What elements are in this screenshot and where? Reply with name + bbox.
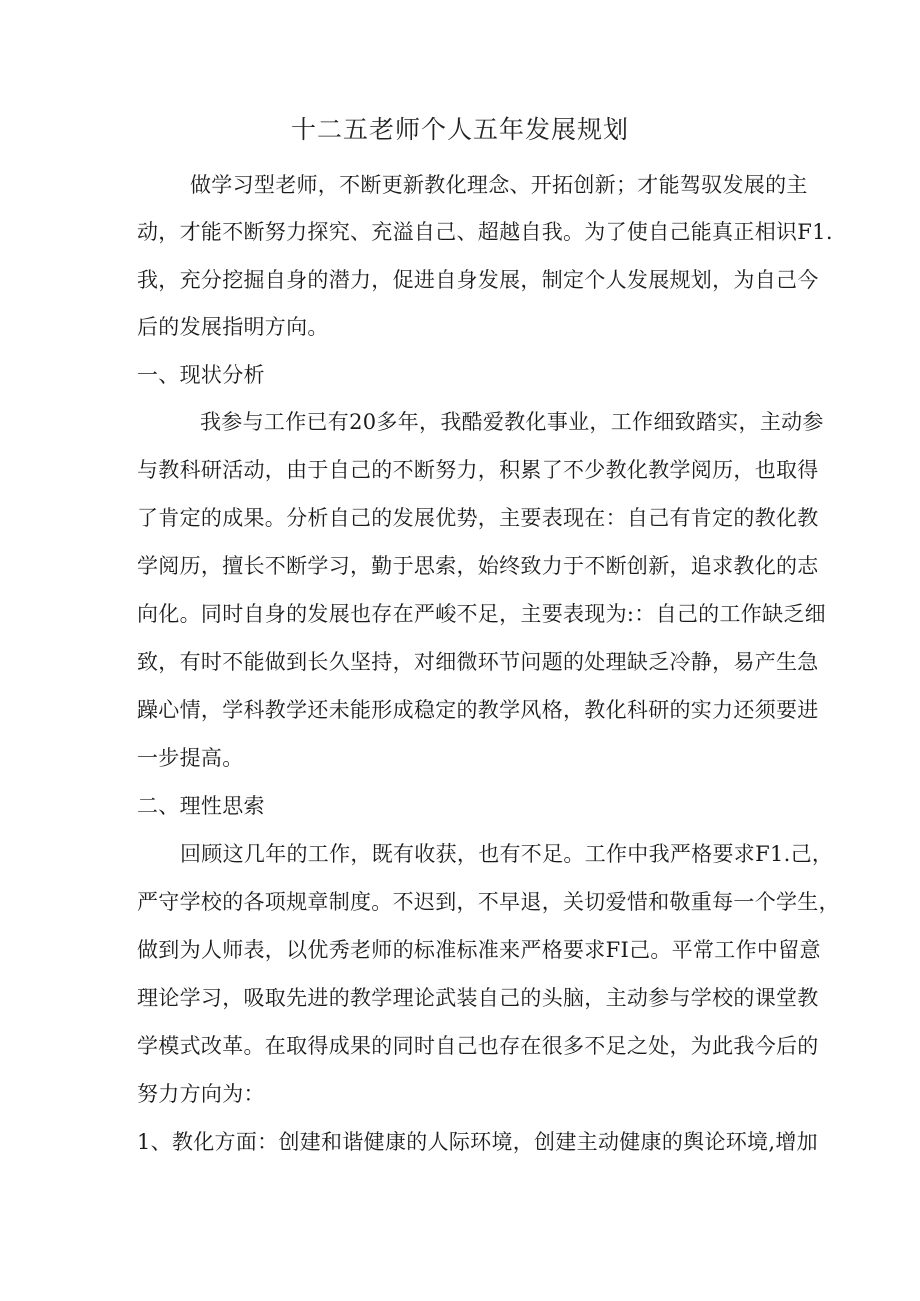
paragraph-line: 一步提高。 <box>137 746 244 770</box>
paragraph-line: 理论学习，吸取先进的教学理论武装自己的头脑，主动参与学校的课堂教 <box>137 986 819 1010</box>
paragraph-line: 严守学校的各项规章制度。不迟到，不早退，关切爱惜和敬重每一个学生， <box>137 890 840 914</box>
paragraph-line: 我参与工作已有20多年，我酷爱教化事业，工作细致踏实，主动参 <box>200 410 824 434</box>
paragraph-line: 与教科研活动，由于自己的不断努力，积累了不少教化教学阅历，也取得 <box>137 458 819 482</box>
paragraph-line: 1、教化方面：创建和谐健康的人际环境，创建主动健康的舆论环境,增加 <box>137 1130 818 1154</box>
paragraph-line: 我，充分挖掘自身的潜力，促进自身发展，制定个人发展规划，为自己今 <box>137 268 819 292</box>
paragraph-line: 了肯定的成果。分析自己的发展优势，主要表现在：自己有肯定的教化教 <box>137 506 819 530</box>
paragraph-line: 回顾这几年的工作，既有收获，也有不足。工作中我严格要求F1.己， <box>180 842 834 866</box>
section-heading: 一、现状分析 <box>137 363 265 387</box>
document-title: 十二五老师个人五年发展规划 <box>290 115 629 144</box>
paragraph-line: 学模式改革。在取得成果的同时自己也存在很多不足之处，为此我今后的 <box>137 1034 819 1058</box>
section-heading: 二、理性思索 <box>137 794 265 818</box>
paragraph-line: 躁心情，学科教学还未能形成稳定的教学风格，教化科研的实力还须要进 <box>137 698 819 722</box>
paragraph-line: 做学习型老师，不断更新教化理念、开拓创新；才能驾驭发展的主 <box>190 173 808 197</box>
paragraph-line: 学阅历，擅长不断学习，勤于思索，始终致力于不断创新，追求教化的志 <box>137 554 819 578</box>
paragraph-line: 向化。同时自身的发展也存在严峻不足，主要表现为:：自己的工作缺乏细 <box>137 602 826 626</box>
paragraph-line: 努力方向为： <box>137 1082 265 1106</box>
paragraph-line: 动，才能不断努力探究、充溢自己、超越自我。为了使自己能真正相识F1. <box>137 220 833 244</box>
paragraph-line: 后的发展指明方向。 <box>137 315 329 339</box>
paragraph-line: 做到为人师表，以优秀老师的标准标准来严格要求FI己。平常工作中留意 <box>137 938 821 962</box>
paragraph-line: 致，有时不能做到长久坚持，对细微环节问题的处理缺乏冷静，易产生急 <box>137 650 819 674</box>
